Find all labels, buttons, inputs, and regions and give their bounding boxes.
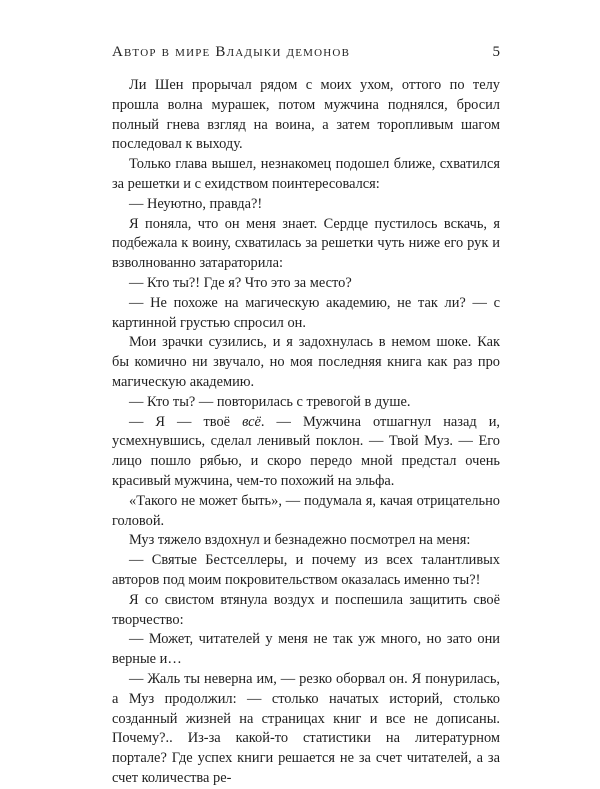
paragraph: Я со свистом втянула воздух и поспешила защитить своё творчество:	[112, 591, 500, 628]
paragraph: — Неуютно, правда?!	[129, 195, 263, 212]
paragraph: — Святые Бестселлеры, и почему из всех талантливых авторов под моим покровительством оказалась именно ты?!	[112, 552, 500, 588]
paragraph-text: . — Мужчина отшагнул назад и, усмехнувшись, сделал ленивый поклон. — Твой Муз. — Его лицо пошло рябью, и скоро передо мной предстал очень красивый мужчина, чем-то похожий на эльфа.	[112, 413, 501, 489]
page-number: 5	[492, 44, 500, 60]
paragraph: Мои зрачки сузились, и я задохнулась в немом шоке. Как бы комично ни звучало, но моя последняя книга как раз про магическую академию.	[112, 334, 500, 390]
paragraph: Я поняла, что он меня знает. Сердце пустилось вскачь, я подбежала к воину, схватилась за решетки чуть ниже его рук и взволнованно затараторила:	[112, 215, 500, 272]
paragraph: — Кто ты?! Где я? Что это за место?	[129, 274, 352, 291]
emphasis-text: всё	[242, 413, 261, 430]
paragraph: — Не похоже на магическую академию, не так ли? — с картинной грустью спросил он.	[112, 294, 500, 331]
running-header	[112, 44, 500, 66]
body-text	[112, 76, 500, 789]
paragraph	[112, 413, 500, 492]
paragraph: Ли Шен прорычал рядом с моих ухом, оттого по телу прошла волна мурашек, потом мужчина поднялся, бросил полный гнева взгляд на воина, а затем торопливым шагом последовал к выходу.	[112, 77, 500, 153]
paragraph: — Жаль ты неверна им, — резко оборвал он. Я понурилась, а Муз продолжил: — столько начатых историй, столько созданный жизней на страницах книг и все не дописаны. Почему?.. Из-за какой-то статистики на литературном портале? Где успех книги решается не за счет читателей, а за счет количества ре-	[112, 670, 500, 786]
paragraph-text: — Я — твоё	[129, 413, 243, 430]
paragraph: Муз тяжело вздохнул и безнадежно посмотрел на меня:	[129, 532, 471, 549]
book-title: Автор в мире Владыки демонов	[112, 44, 351, 60]
paragraph: — Кто ты? — повторилась с тревогой в душе.	[129, 393, 411, 410]
paragraph: «Такого не может быть», — подумала я, качая отрицательно головой.	[112, 492, 500, 529]
paragraph: Только глава вышел, незнакомец подошел ближе, схватился за решетки и с ехидством поинтересовался:	[112, 156, 500, 192]
paragraph: — Может, читателей у меня не так уж много, но зато они верные и…	[112, 631, 500, 668]
